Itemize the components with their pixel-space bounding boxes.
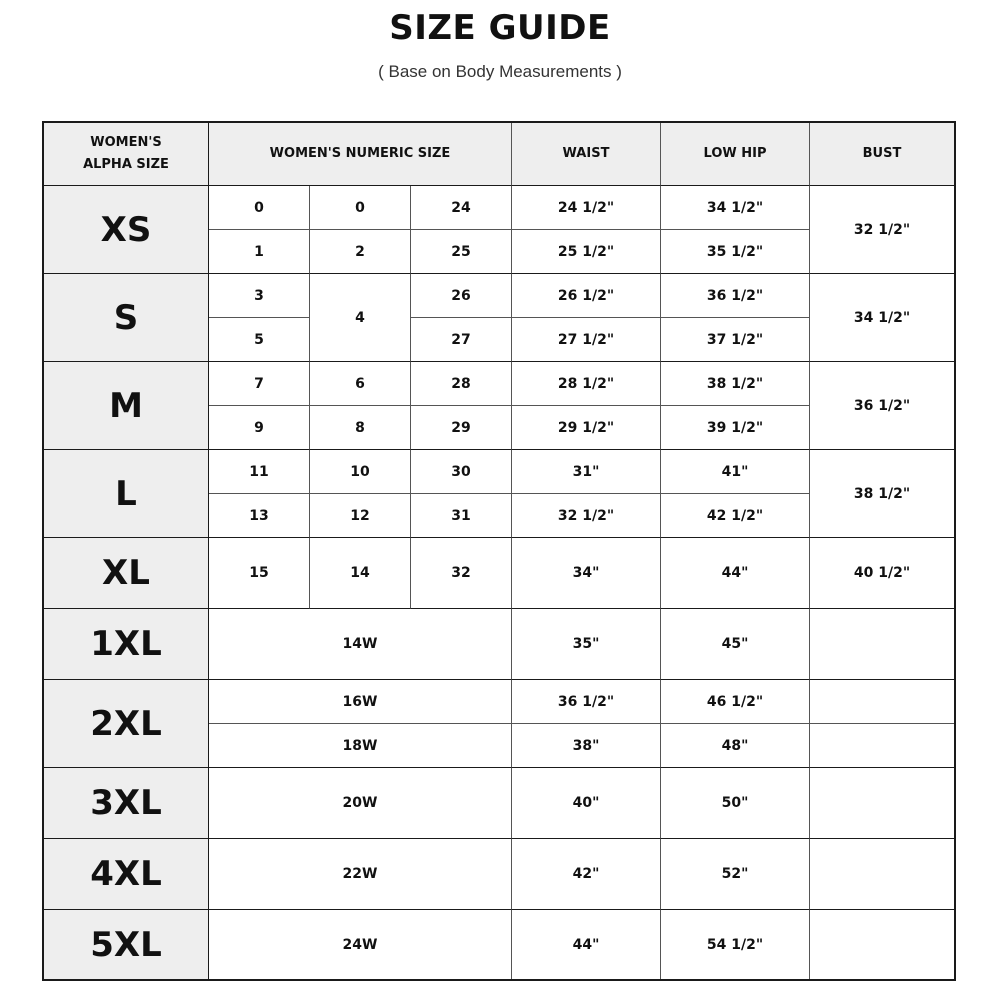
header-numeric-size: WOMEN'S NUMERIC SIZE bbox=[209, 123, 512, 186]
page-title: SIZE GUIDE bbox=[389, 8, 611, 48]
numeric-c-cell: 32 bbox=[411, 538, 512, 609]
numeric-a-cell: 0 bbox=[209, 186, 310, 230]
numeric-a-cell: 3 bbox=[209, 274, 310, 318]
numeric-c-cell: 30 bbox=[411, 450, 512, 494]
waist-cell: 40" bbox=[512, 768, 661, 839]
waist-cell: 24 1/2" bbox=[512, 186, 661, 230]
numeric-a-cell: 5 bbox=[209, 318, 310, 362]
waist-cell: 42" bbox=[512, 839, 661, 910]
header-alpha-line1: WOMEN'S bbox=[90, 135, 162, 150]
numeric-w-cell: 14W bbox=[209, 609, 512, 680]
low-hip-cell: 54 1/2" bbox=[661, 910, 810, 979]
waist-cell: 29 1/2" bbox=[512, 406, 661, 450]
page-subtitle: ( Base on Body Measurements ) bbox=[378, 62, 622, 81]
alpha-size-xs: XS bbox=[44, 186, 209, 274]
numeric-a-cell: 15 bbox=[209, 538, 310, 609]
numeric-w-cell: 16W bbox=[209, 680, 512, 724]
waist-cell: 28 1/2" bbox=[512, 362, 661, 406]
waist-cell: 32 1/2" bbox=[512, 494, 661, 538]
low-hip-cell: 46 1/2" bbox=[661, 680, 810, 724]
numeric-w-cell: 18W bbox=[209, 724, 512, 768]
bust-cell bbox=[810, 768, 954, 839]
alpha-size-l: L bbox=[44, 450, 209, 538]
bust-cell: 40 1/2" bbox=[810, 538, 954, 609]
numeric-b-cell: 10 bbox=[310, 450, 411, 494]
alpha-size-5xl: 5XL bbox=[44, 910, 209, 979]
header-alpha-line2: ALPHA SIZE bbox=[83, 157, 169, 172]
numeric-a-cell: 11 bbox=[209, 450, 310, 494]
numeric-b-cell: 6 bbox=[310, 362, 411, 406]
alpha-size-m: M bbox=[44, 362, 209, 450]
bust-cell bbox=[810, 724, 954, 768]
bust-cell bbox=[810, 680, 954, 724]
waist-cell: 38" bbox=[512, 724, 661, 768]
waist-cell: 31" bbox=[512, 450, 661, 494]
header-waist: WAIST bbox=[512, 123, 661, 186]
bust-cell: 36 1/2" bbox=[810, 362, 954, 450]
low-hip-cell: 36 1/2" bbox=[661, 274, 810, 318]
waist-cell: 27 1/2" bbox=[512, 318, 661, 362]
size-table bbox=[42, 121, 956, 981]
low-hip-cell: 41" bbox=[661, 450, 810, 494]
waist-cell: 36 1/2" bbox=[512, 680, 661, 724]
numeric-b-cell: 8 bbox=[310, 406, 411, 450]
low-hip-cell: 39 1/2" bbox=[661, 406, 810, 450]
alpha-size-1xl: 1XL bbox=[44, 609, 209, 680]
low-hip-cell: 44" bbox=[661, 538, 810, 609]
numeric-c-cell: 27 bbox=[411, 318, 512, 362]
numeric-b-cell: 2 bbox=[310, 230, 411, 274]
numeric-w-cell: 22W bbox=[209, 839, 512, 910]
bust-cell bbox=[810, 609, 954, 680]
low-hip-cell: 35 1/2" bbox=[661, 230, 810, 274]
numeric-b-cell: 0 bbox=[310, 186, 411, 230]
header-alpha-size bbox=[44, 123, 209, 186]
numeric-c-cell: 24 bbox=[411, 186, 512, 230]
low-hip-cell: 34 1/2" bbox=[661, 186, 810, 230]
alpha-size-3xl: 3XL bbox=[44, 768, 209, 839]
numeric-c-cell: 29 bbox=[411, 406, 512, 450]
alpha-size-xl: XL bbox=[44, 538, 209, 609]
bust-cell bbox=[810, 839, 954, 910]
alpha-size-2xl: 2XL bbox=[44, 680, 209, 768]
alpha-size-s: S bbox=[44, 274, 209, 362]
numeric-c-cell: 25 bbox=[411, 230, 512, 274]
numeric-c-cell: 28 bbox=[411, 362, 512, 406]
low-hip-cell: 42 1/2" bbox=[661, 494, 810, 538]
numeric-a-cell: 13 bbox=[209, 494, 310, 538]
low-hip-cell: 37 1/2" bbox=[661, 318, 810, 362]
header-low-hip: LOW HIP bbox=[661, 123, 810, 186]
bust-cell: 38 1/2" bbox=[810, 450, 954, 538]
numeric-b-cell: 4 bbox=[310, 274, 411, 362]
waist-cell: 35" bbox=[512, 609, 661, 680]
numeric-w-cell: 20W bbox=[209, 768, 512, 839]
numeric-b-cell: 12 bbox=[310, 494, 411, 538]
low-hip-cell: 48" bbox=[661, 724, 810, 768]
bust-cell: 32 1/2" bbox=[810, 186, 954, 274]
waist-cell: 25 1/2" bbox=[512, 230, 661, 274]
header-bust: BUST bbox=[810, 123, 954, 186]
low-hip-cell: 45" bbox=[661, 609, 810, 680]
low-hip-cell: 50" bbox=[661, 768, 810, 839]
alpha-size-4xl: 4XL bbox=[44, 839, 209, 910]
low-hip-cell: 52" bbox=[661, 839, 810, 910]
waist-cell: 34" bbox=[512, 538, 661, 609]
low-hip-cell: 38 1/2" bbox=[661, 362, 810, 406]
bust-cell: 34 1/2" bbox=[810, 274, 954, 362]
waist-cell: 26 1/2" bbox=[512, 274, 661, 318]
numeric-a-cell: 7 bbox=[209, 362, 310, 406]
numeric-c-cell: 31 bbox=[411, 494, 512, 538]
numeric-a-cell: 1 bbox=[209, 230, 310, 274]
numeric-b-cell: 14 bbox=[310, 538, 411, 609]
waist-cell: 44" bbox=[512, 910, 661, 979]
numeric-a-cell: 9 bbox=[209, 406, 310, 450]
numeric-w-cell: 24W bbox=[209, 910, 512, 979]
numeric-c-cell: 26 bbox=[411, 274, 512, 318]
bust-cell bbox=[810, 910, 954, 979]
